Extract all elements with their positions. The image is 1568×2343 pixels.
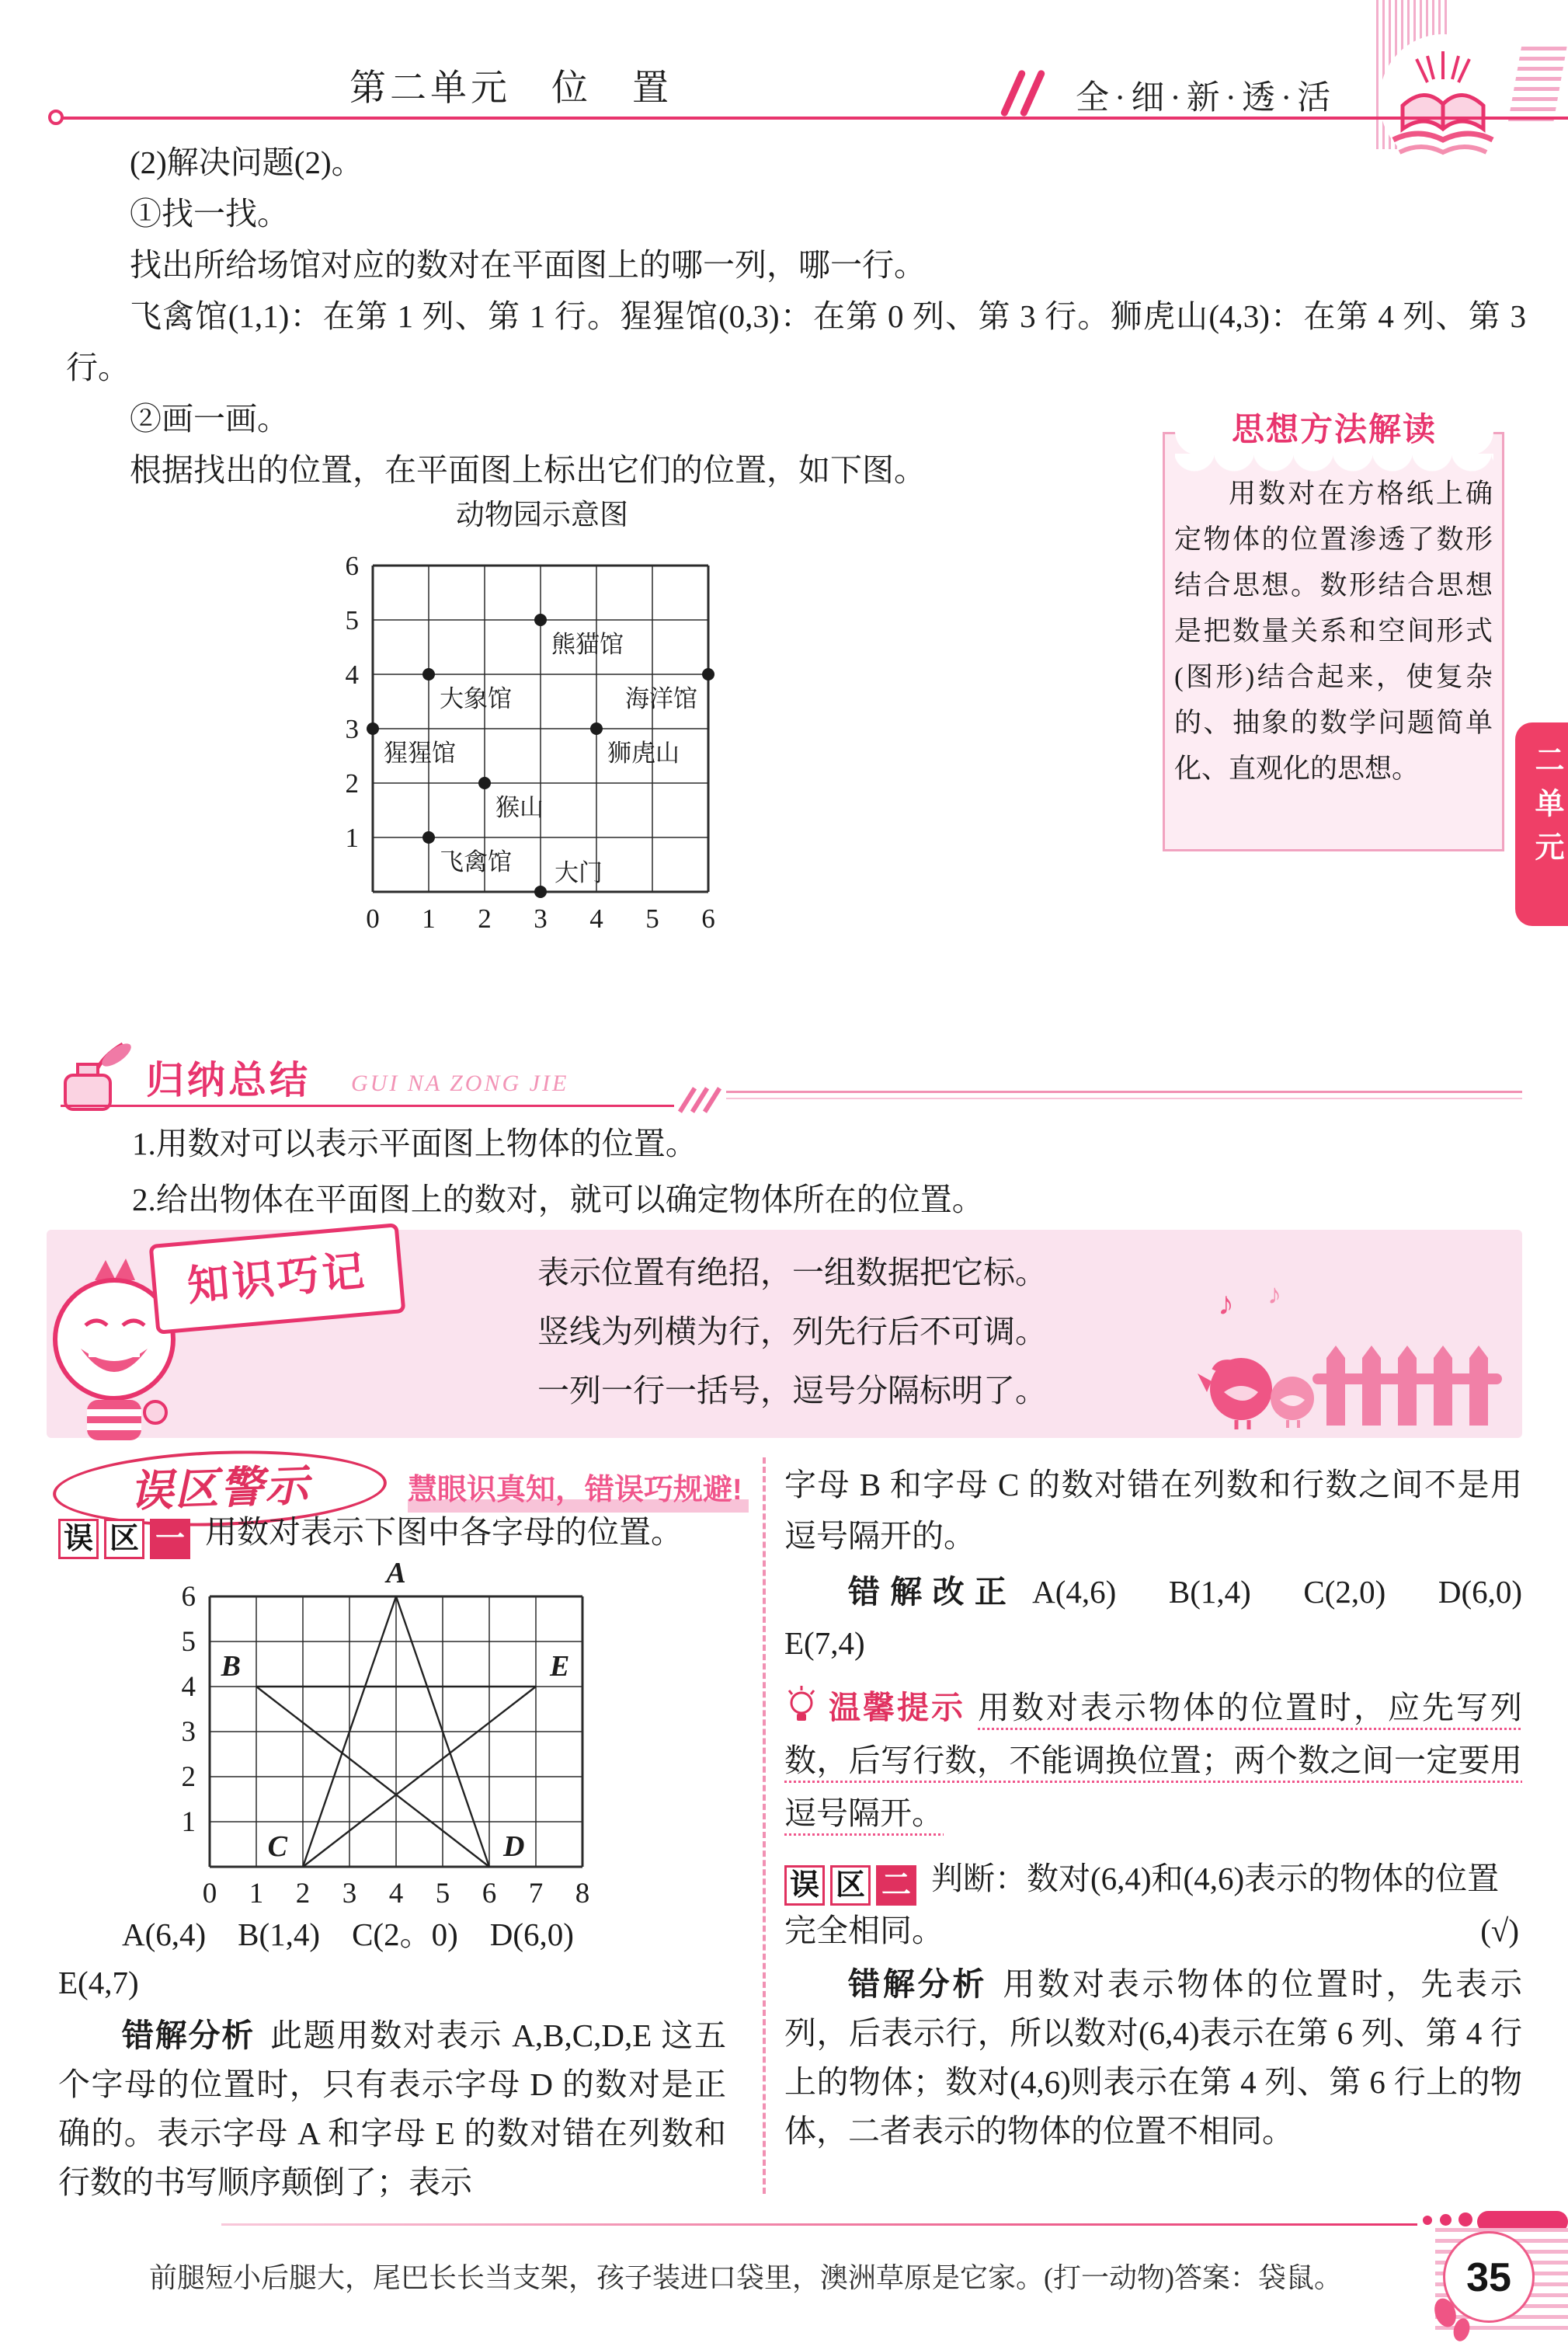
- svg-text:3: 3: [345, 714, 359, 744]
- svg-text:6: 6: [482, 1878, 497, 1910]
- svg-text:1: 1: [181, 1806, 196, 1838]
- analysis-paragraph: 错解分析 用数对表示物体的位置时，先表示列，后表示行，所以数对(6,4)表示在第 6 列、第 4 行上的物体；数对(4,6)则表示在第 4 列、第 6 行上的物体，二者表示的物体的位置不相同。: [784, 1966, 1523, 2149]
- case1-question: 用数对表示下图中各字母的位置。: [205, 1514, 683, 1550]
- svg-text:2: 2: [295, 1878, 311, 1910]
- svg-text:2: 2: [345, 768, 359, 799]
- right-column: [784, 1459, 1555, 2156]
- warning-section-title: 误区警示: [51, 1446, 388, 1532]
- svg-text:狮虎山: 狮虎山: [607, 740, 680, 767]
- svg-text:熊猫馆: 熊猫馆: [551, 631, 624, 658]
- zoo-grid: [325, 538, 760, 945]
- svg-text:8: 8: [575, 1878, 590, 1910]
- wrong-answer-line: E(4,7): [58, 1965, 139, 2000]
- svg-text:C: C: [267, 1830, 287, 1863]
- svg-text:6: 6: [345, 551, 359, 581]
- svg-text:海洋馆: 海洋馆: [625, 685, 697, 712]
- analysis-label: 错解分析: [122, 2017, 256, 2053]
- svg-text:5: 5: [345, 605, 359, 635]
- mnemonic-line: 一列一行一括号，逗号分隔标明了。: [537, 1373, 1047, 1408]
- svg-text:B: B: [221, 1650, 241, 1683]
- svg-text:4: 4: [345, 660, 359, 690]
- summary-section-title: 归纳总结: [146, 1060, 311, 1102]
- mnemonic-lines: [482, 1243, 1103, 1420]
- svg-text:A: A: [386, 1561, 406, 1589]
- svg-text:6: 6: [701, 903, 715, 934]
- summary-item: 2.给出物体在平面图上的数对，就可以确定物体所在的位置。: [132, 1182, 984, 1217]
- svg-text:1: 1: [345, 823, 359, 853]
- badge-qu: 区: [830, 1865, 871, 1906]
- svg-text:3: 3: [534, 903, 548, 934]
- intro-paragraph: 找出所给场馆对应的数对在平面图上的哪一列，哪一行。: [130, 247, 926, 283]
- svg-text:猴山: 猴山: [495, 794, 544, 821]
- left-column: [58, 1507, 726, 2207]
- badge-one: 一: [150, 1519, 190, 1559]
- birds-fence-icon: [1196, 1274, 1507, 1437]
- page-title: 第二单元 位 置: [349, 68, 673, 109]
- case1-heading: [58, 1507, 726, 1559]
- svg-text:飞禽馆: 飞禽馆: [440, 848, 512, 876]
- correction-paragraph: 错解改正 A(4,6) B(1,4) C(2,0) D(6,0) E(7,4): [784, 1574, 1555, 1661]
- badge-qu: 区: [104, 1519, 144, 1559]
- warning-subtitle: 慧眼识真知，错误巧规避!: [408, 1465, 749, 1513]
- badge-two: 二: [876, 1865, 916, 1906]
- svg-text:♪: ♪: [1218, 1286, 1234, 1322]
- zoo-map-chart: [325, 494, 760, 949]
- tip-block: [784, 1681, 1522, 1840]
- mnemonic-sign: 知识巧记: [149, 1223, 406, 1335]
- svg-text:7: 7: [528, 1878, 544, 1910]
- chart-title: 动物园示意图: [456, 500, 628, 531]
- svg-text:♪: ♪: [1267, 1279, 1281, 1310]
- svg-text:4: 4: [589, 903, 603, 934]
- svg-text:5: 5: [645, 903, 659, 934]
- method-insight-title: 思想方法解读: [1175, 407, 1493, 455]
- svg-text:1: 1: [422, 903, 436, 934]
- page-number-badge: 35: [1443, 2231, 1535, 2323]
- header-rule: [62, 117, 1568, 120]
- header-ring-decoration: [48, 110, 64, 125]
- summary-rule: [61, 1105, 674, 1107]
- summary-pinyin: GUI NA ZONG JIE: [351, 1071, 569, 1096]
- lightbulb-icon: [784, 1684, 819, 1725]
- svg-text:大门: 大门: [555, 859, 603, 886]
- check-mark: (√): [1480, 1913, 1519, 1948]
- case2-question: 判断：数对(6,4)和(4,6)表示的物体的位置完全相同。: [784, 1861, 1500, 1948]
- svg-text:4: 4: [181, 1671, 196, 1703]
- footer-rule: [221, 2223, 1417, 2226]
- svg-text:5: 5: [435, 1878, 450, 1910]
- tip-text: 用数对表示物体的位置时，应先写列数，后写行数，不能调换位置；两个数之间一定要用逗号隔开。: [784, 1690, 1522, 1831]
- mnemonic-line: 竖线为列横为行，列先行后不可调。: [537, 1314, 1047, 1349]
- svg-text:2: 2: [478, 903, 492, 934]
- riddle-text: 前腿短小后腿大，尾巴长长当支架，孩子装进口袋里，澳洲草原是它家。(打一动物)答案：袋鼠。: [149, 2262, 1342, 2293]
- svg-text:1: 1: [249, 1878, 264, 1910]
- analysis-label: 错解分析: [848, 1966, 988, 2002]
- intro-paragraph: 飞禽馆(1,1)：在第 1 列、第 1 行。猩猩馆(0,3)：在第 0 列、第 3 行。狮虎山(4,3)：在第 4 列、第 3 行。: [66, 298, 1526, 385]
- svg-text:E: E: [550, 1650, 570, 1683]
- tip-label: 温馨提示: [826, 1690, 965, 1725]
- svg-text:大象馆: 大象馆: [440, 685, 512, 712]
- footer-dot: [1423, 2216, 1432, 2225]
- svg-text:猩猩馆: 猩猩馆: [384, 740, 456, 767]
- summary-rule: [726, 1098, 1522, 1099]
- case2-heading: [784, 1854, 1522, 1955]
- scallop-decoration: [1175, 454, 1493, 472]
- letter-grid-chart: [58, 1561, 726, 1910]
- svg-text:0: 0: [202, 1878, 217, 1910]
- svg-text:3: 3: [181, 1716, 196, 1748]
- ink-quill-icon: [48, 1041, 141, 1123]
- svg-text:6: 6: [181, 1581, 196, 1613]
- wrong-answer-line: A(6,4) B(1,4) C(2。0) D(6,0): [122, 1917, 574, 1952]
- intro-paragraph: ②画一画。: [130, 401, 289, 437]
- badge-wu: 误: [58, 1519, 99, 1559]
- analysis-paragraph: 错解分析 此题用数对表示 A,B,C,D,E 这五个字母的位置时，只有表示字母 D 的数对是正确的。表示字母 A 和字母 E 的数对错在列数和行数的书写顺序颠倒了；表示: [58, 2017, 726, 2200]
- svg-text:0: 0: [366, 903, 380, 934]
- intro-paragraph: 根据找出的位置，在平面图上标出它们的位置，如下图。: [130, 452, 926, 488]
- analysis-continuation: 字母 B 和字母 C 的数对错在列数和行数之间不是用逗号隔开的。: [784, 1467, 1522, 1554]
- svg-text:3: 3: [342, 1878, 357, 1910]
- summary-rule: [726, 1091, 1522, 1093]
- svg-text:4: 4: [388, 1878, 404, 1910]
- column-divider: [763, 1457, 766, 2194]
- correction-label: 错解改正: [848, 1574, 1017, 1610]
- svg-text:D: D: [503, 1830, 525, 1863]
- brand-slogan: 全·细·新·透·活: [1076, 80, 1337, 117]
- summary-list: [132, 1116, 1522, 1227]
- intro-paragraph: (2)解决问题(2)。: [130, 144, 363, 180]
- mnemonic-line: 表示位置有绝招，一组数据把它标。: [537, 1255, 1047, 1290]
- footer-dot: [1440, 2214, 1452, 2226]
- header-stripes-decoration: [1508, 40, 1568, 121]
- svg-text:2: 2: [181, 1761, 196, 1793]
- badge-wu: 误: [784, 1865, 825, 1906]
- intro-paragraph: ①找一找。: [130, 196, 289, 232]
- unit-tab: 二单元: [1515, 722, 1568, 926]
- summary-item: 1.用数对可以表示平面图上物体的位置。: [132, 1126, 697, 1161]
- footer-dot: [1458, 2212, 1472, 2226]
- method-insight-body: 用数对在方格纸上确定物体的位置渗透了数形结合思想。数形结合思想是把数量关系和空间形式(图形)结合起来，使复杂的、抽象的数学问题简单化、直观化的思想。: [1174, 479, 1493, 784]
- svg-text:5: 5: [181, 1626, 196, 1658]
